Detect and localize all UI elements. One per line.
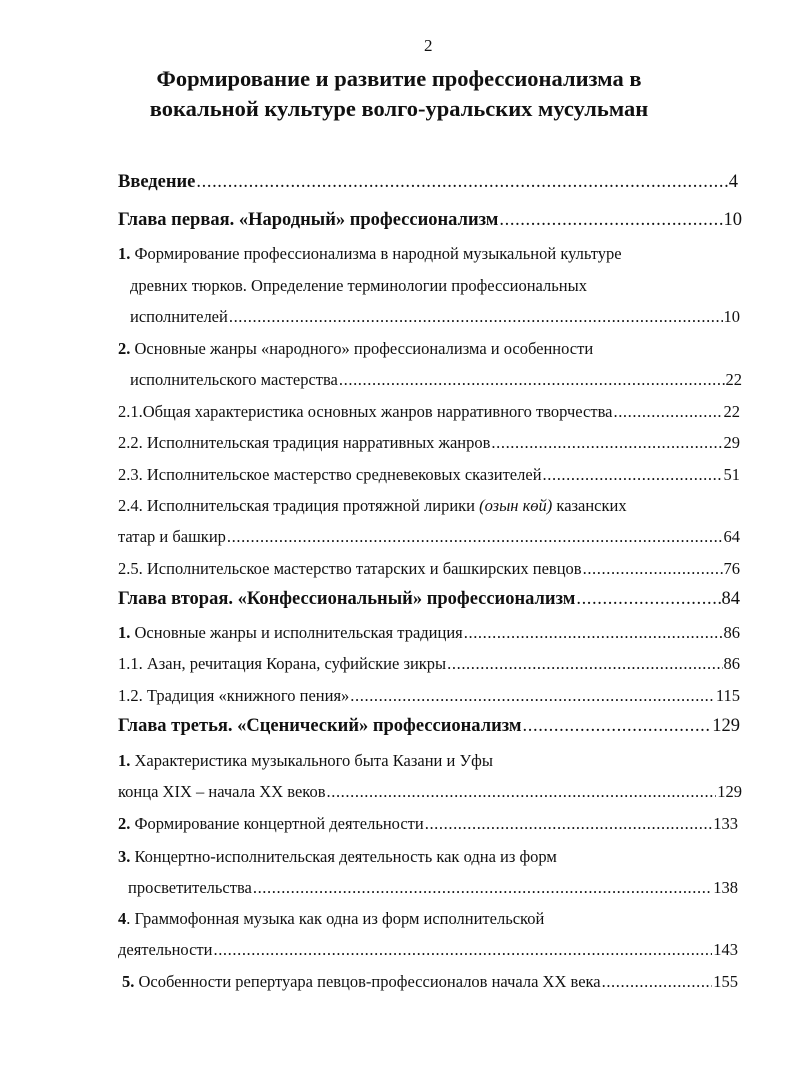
toc-entry-intro [118, 172, 738, 193]
toc-label: просветительства [128, 878, 252, 897]
toc-entry-1-line-3 [130, 307, 740, 327]
toc-entry-2-5 [118, 559, 740, 579]
toc-label: исполнителей [130, 307, 228, 326]
toc-page: 29 [723, 433, 740, 452]
toc-number: 4 [118, 909, 127, 928]
leader-dots [339, 370, 725, 390]
leader-dots [543, 465, 723, 485]
toc-entry-2-sec-1-2 [118, 686, 740, 706]
toc-entry-3-sec-1-line-1 [118, 751, 493, 771]
toc-label: исполнительского мастерства [130, 370, 338, 389]
toc-label: деятельности [118, 940, 213, 959]
toc-label [122, 972, 601, 992]
toc-label: 1.2. Традиция «книжного пения» [118, 686, 350, 705]
toc-entry-2-4-line-1 [118, 496, 627, 516]
toc-text: Основные жанры и исполнительская традиция [130, 623, 463, 642]
toc-label: 2.1.Общая характеристика основных жанров нарративного творчества [118, 402, 613, 421]
leader-dots [613, 402, 722, 422]
toc-entry-3-sec-3-line-2 [128, 878, 738, 898]
toc-entry-chapter-3 [118, 716, 740, 737]
toc-number: 3. [118, 847, 131, 866]
toc-page: 22 [723, 402, 740, 421]
title-line-1: Формирование и развитие профессионализма в [156, 66, 642, 91]
leader-dots [253, 878, 712, 898]
toc-label: Введение [118, 172, 196, 192]
toc-text: Особенности репертуара певцов-профессионалов начала XX века [134, 972, 601, 991]
toc-entry-3-sec-5 [122, 972, 738, 992]
toc-label: Глава вторая. «Конфессиональный» профессионализм [118, 589, 576, 609]
toc-number: 1. [118, 751, 131, 770]
toc-page: 143 [713, 940, 738, 959]
toc-number: 2. [118, 339, 131, 358]
toc-label: 2.3. Исполнительское мастерство средневековых сказителей [118, 465, 542, 484]
toc-page: 10 [723, 210, 742, 230]
leader-dots [350, 686, 715, 706]
leader-dots [464, 623, 723, 643]
leader-dots [213, 940, 712, 960]
toc-entry-chapter-1 [118, 210, 742, 231]
toc-page: 4 [728, 172, 738, 192]
toc-label: Глава первая. «Народный» профессионализм [118, 210, 499, 230]
toc-page: 133 [713, 814, 738, 833]
toc-entry-chapter-2 [118, 589, 740, 610]
leader-dots [196, 172, 727, 193]
toc-text: Характеристика музыкального быта Казани и Уфы [130, 751, 493, 770]
toc-label: татар и башкир [118, 527, 226, 546]
leader-dots [602, 972, 713, 992]
toc-page: 86 [723, 654, 740, 673]
toc-entry-2-3 [118, 465, 740, 485]
page-number: 2 [424, 36, 433, 55]
toc-entry-3-sec-3-line-1 [118, 847, 557, 867]
toc-entry-2-sec-1 [118, 623, 740, 643]
toc-entry-1-line-2: древних тюрков. Определение терминологии профессиональных [130, 276, 587, 295]
leader-dots [327, 782, 717, 802]
leader-dots [523, 716, 712, 737]
toc-text: Основные жанры «народного» профессионализма и особенности [130, 339, 594, 358]
toc-entry-3-sec-4-line-2 [118, 940, 738, 960]
title-line-2: вокальной культуре волго-уральских мусульман [149, 96, 649, 121]
toc-text: 2.4. Исполнительская традиция протяжной лирики [118, 496, 480, 515]
toc-entry-2-line-2 [130, 370, 742, 390]
toc-label: 2.2. Исполнительская традиция нарративных жанров [118, 433, 491, 452]
toc-label [118, 623, 463, 643]
toc-page: 86 [723, 623, 740, 642]
toc-label: конца XIX – начала XX веков [118, 782, 326, 801]
toc-number: 1. [118, 244, 131, 263]
leader-dots [499, 210, 722, 231]
toc-entry-2-2 [118, 433, 740, 453]
leader-dots [576, 589, 720, 610]
toc-page: 76 [723, 559, 740, 578]
toc-entry-2-1 [118, 402, 740, 422]
leader-dots [227, 527, 723, 547]
toc-text: Формирование концертной деятельности [130, 814, 424, 833]
toc-entry-3-sec-4-line-1 [118, 909, 544, 929]
leader-dots [491, 433, 722, 453]
toc-text: Формирование профессионализма в народной музыкальной культуре [130, 244, 622, 263]
toc-entry-2-sec-1-1 [118, 654, 740, 674]
toc-text-italic: (озын көй) [479, 496, 553, 515]
toc-page: 22 [725, 370, 742, 389]
toc-label: Глава третья. «Сценический» профессионализм [118, 716, 522, 736]
toc-entry-3-sec-1-line-2 [118, 782, 742, 802]
toc-text: Концертно-исполнительская деятельность как одна из форм [130, 847, 557, 866]
toc-page: 84 [721, 589, 740, 609]
toc-page: 138 [713, 878, 738, 897]
toc-text: казанских [552, 496, 627, 515]
leader-dots [425, 814, 713, 834]
leader-dots [447, 654, 722, 674]
toc-page: 51 [723, 465, 740, 484]
toc-entry-2-4-line-2 [118, 527, 740, 547]
document-title [0, 64, 798, 124]
toc-entry-3-sec-2 [118, 814, 738, 834]
toc-number: 5. [122, 972, 135, 991]
toc-entry-1-line-1 [118, 244, 622, 264]
toc-label [118, 814, 424, 834]
toc-text: . Граммофонная музыка как одна из форм исполнительской [126, 909, 545, 928]
toc-page: 155 [713, 972, 738, 991]
toc-label: 2.5. Исполнительское мастерство татарских и башкирских певцов [118, 559, 582, 578]
toc-page: 10 [723, 307, 740, 326]
toc-page: 64 [723, 527, 740, 546]
toc-page: 129 [717, 782, 742, 801]
toc-entry-2-line-1 [118, 339, 593, 359]
toc-page: 115 [715, 686, 740, 705]
leader-dots [583, 559, 723, 579]
leader-dots [229, 307, 723, 327]
toc-label: 1.1. Азан, речитация Корана, суфийские зикры [118, 654, 447, 673]
toc-page: 129 [712, 716, 740, 736]
toc-number: 1. [118, 623, 131, 642]
toc-number: 2. [118, 814, 131, 833]
